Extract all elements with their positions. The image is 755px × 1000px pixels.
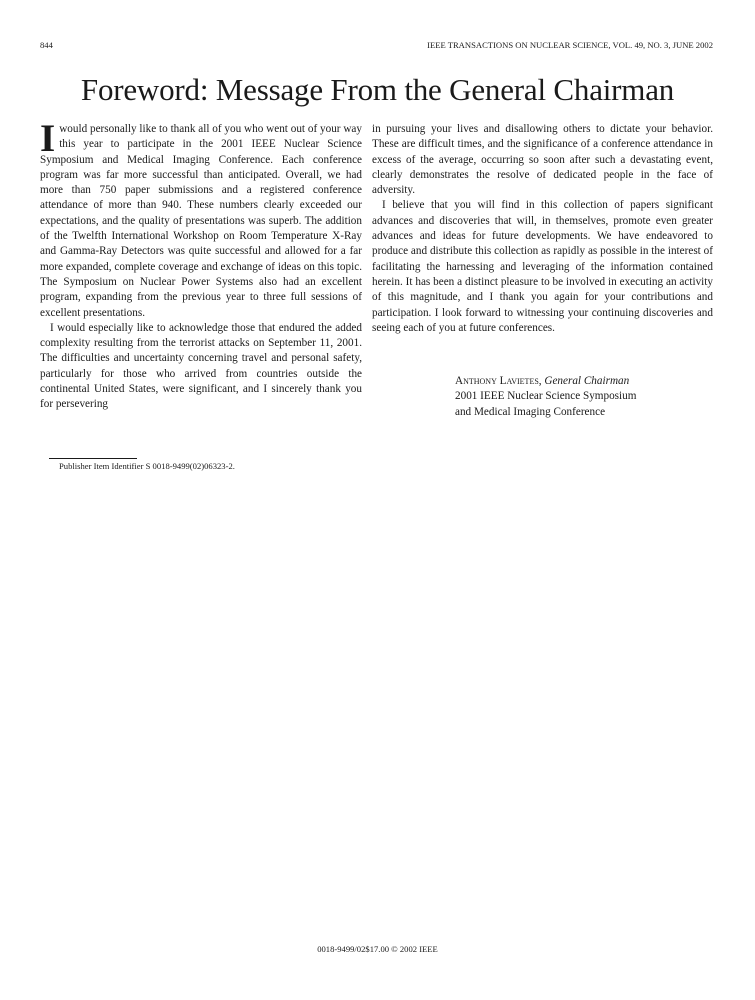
copyright-line: 0018-9499/02$17.00 © 2002 IEEE bbox=[317, 944, 438, 954]
running-head bbox=[40, 40, 713, 52]
paragraph-2-continued: in pursuing your lives and disallowing others to dictate your behavior. These are difficult times, and the significance of a conference attendance in excess of the average, occurring so soon after such a devastating event, clearly demonstrates the resolve of dedicated people in the face of adversity. bbox=[372, 123, 713, 197]
article-title: Foreword: Message From the General Chairman bbox=[80, 72, 675, 107]
footnote-rule bbox=[49, 458, 137, 459]
drop-cap: I bbox=[40, 117, 56, 160]
paragraph-1 bbox=[40, 117, 362, 321]
author-role: General Chairman bbox=[544, 375, 630, 387]
page-number: 844 bbox=[40, 40, 53, 50]
signature-block bbox=[455, 374, 636, 420]
paragraph-3: I believe that you will find in this collection of papers significant advances and discoveries that will, in themselves, promote even greater advances and ideas for future developments. We have endeavored to produce and distribute this collection as rapidly as possible in the interest of facilitating the harnessing and leveraging of the information contained herein. It has been a distinct pleasure to be involved in executing an activity of this magnitude, and I thank you again for your contributions and participation. I look forward to witnessing your continuing discoveries and seeing each of you at future conferences. bbox=[372, 199, 713, 334]
journal-citation: IEEE TRANSACTIONS ON NUCLEAR SCIENCE, VOL. 49, NO. 3, JUNE 2002 bbox=[427, 40, 713, 50]
author-name: Anthony Lavietes bbox=[455, 375, 539, 387]
signature-line-1: Anthony Lavietes, General Chairman bbox=[455, 375, 630, 387]
column-left bbox=[40, 117, 362, 413]
paragraph-2: I would especially like to acknowledge those that endured the added complexity resulting from the terrorist attacks on September 11, 2001. The difficulties and uncertainty concerning travel and personal safety, particularly for those who arrived from countries outside the continental United States, were significant, and I sincerely thank you for persevering bbox=[40, 321, 362, 411]
footnote: Publisher Item Identifier S 0018-9499(02)06323-2. bbox=[59, 461, 235, 471]
signature-line-3: and Medical Imaging Conference bbox=[455, 405, 606, 418]
column-right bbox=[372, 122, 713, 336]
signature-line-2: 2001 IEEE Nuclear Science Symposium bbox=[455, 390, 637, 403]
paragraph-1-text: would personally like to thank all of you who went out of your way this year to participate in the 2001 IEEE Nuclear Science Symposium and Medical Imaging Conference. Each conference program was far more successful than anticipated. Overall, we had more than 750 paper submissions and a registered conference attendance of more than 940. These numbers clearly exceeded our expectations, and the quality of presentations was superb. The addition of the Twelfth International Workshop on Room Temperature X-Ray and Gamma-Ray Detectors was quite successful and allowed for a far more expanded, complete coverage and exchange of ideas on this topic. The Symposium on Nuclear Power Systems also had an excellent program, expanding from the previous year to three full sessions of excellent presentations. bbox=[40, 123, 362, 319]
